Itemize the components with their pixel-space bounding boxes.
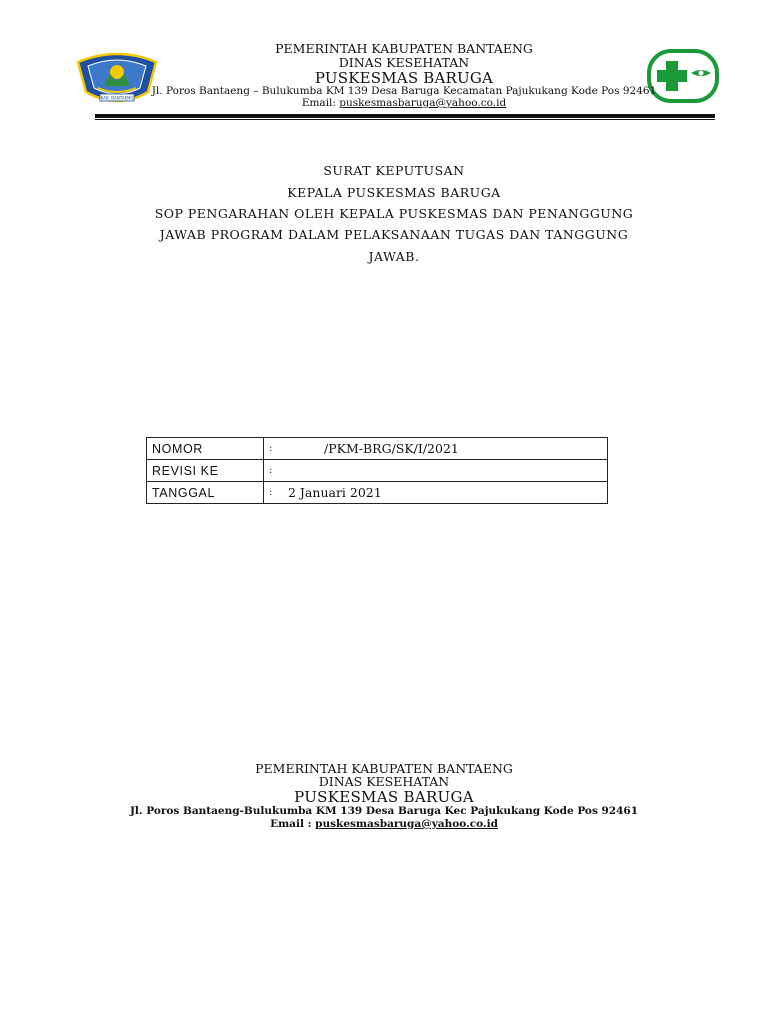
footer-government: PEMERINTAH KABUPATEN BANTAENG [255, 761, 513, 776]
letterhead-department: DINAS KESEHATAN [338, 55, 470, 70]
letterhead-institution: PUSKESMAS BARUGA [314, 69, 494, 87]
footer-email-link[interactable]: puskesmasbaruga@yahoo.co.id [315, 818, 498, 830]
title-line-4: JAWAB PROGRAM DALAM PELAKSANAAN TUGAS DAN TANGGUNG [159, 227, 629, 242]
footer-email-label: Email : [270, 818, 316, 830]
nomor-value: /PKM-BRG/SK/I/2021 [324, 441, 459, 456]
table-row [147, 482, 608, 504]
logo-text: KAB. BANTAENG [100, 95, 134, 101]
email-label: Email: [301, 97, 340, 109]
table-row [147, 460, 608, 482]
footer-email-line [110, 818, 658, 830]
tanggal-separator: : [264, 482, 284, 504]
title-line-1: SURAT KEPUTUSAN [323, 163, 465, 178]
table-row [147, 438, 608, 460]
letterhead-divider-thin [95, 119, 715, 120]
title-line-5: JAWAB. [368, 249, 420, 264]
tanggal-label: TANGGAL [147, 482, 264, 504]
regency-emblem-logo [74, 48, 160, 110]
letterhead-divider [95, 114, 715, 118]
nomor-value-cell [283, 438, 608, 460]
footer-department: DINAS KESEHATAN [318, 774, 450, 789]
footer-address: Jl. Poros Bantaeng-Bulukumba KM 139 Desa Baruga Kec Pajukukang Kode Pos 92461 [129, 805, 639, 817]
title-line-3: SOP PENGARAHAN OLEH KEPALA PUSKESMAS DAN PENANGGUNG [154, 206, 634, 221]
email-link[interactable]: puskesmasbaruga@yahoo.co.id [339, 97, 507, 109]
document-info-table [146, 437, 608, 504]
letterhead-email-line [160, 97, 648, 109]
title-line-2: KEPALA PUSKESMAS BARUGA [287, 185, 501, 200]
revisi-separator: : [264, 460, 284, 482]
tanggal-value: 2 Januari 2021 [283, 482, 608, 504]
revisi-value [283, 460, 608, 482]
footer-institution: PUSKESMAS BARUGA [294, 788, 474, 806]
nomor-label: NOMOR [147, 438, 264, 460]
letterhead-address: Jl. Poros Bantaeng – Bulukumba KM 139 Desa Baruga Kecamatan Pajukukang Kode Pos 92461 [151, 85, 657, 97]
letterhead-government: PEMERINTAH KABUPATEN BANTAENG [275, 41, 533, 56]
nomor-separator: : [264, 438, 284, 460]
revisi-label: REVISI KE [147, 460, 264, 482]
